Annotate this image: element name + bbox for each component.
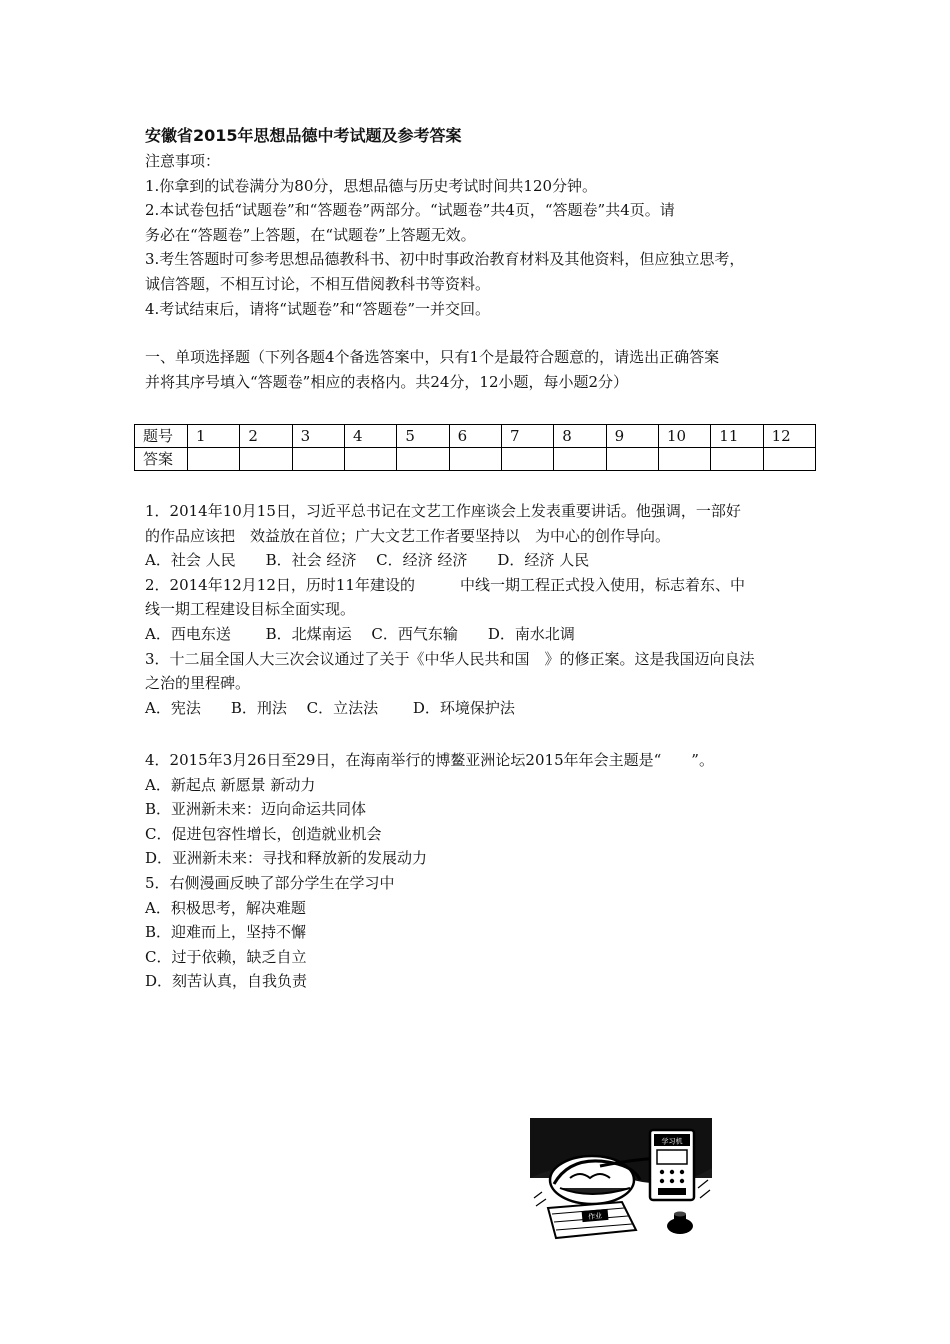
answer-cell xyxy=(397,448,449,471)
device-label: 学习机 xyxy=(661,1137,683,1146)
notice-line: 3.考生答题时可参考思想品德教科书、初中时事政治教育材料及其他资料，但应独立思考， xyxy=(145,250,745,269)
book-label: 作业 xyxy=(587,1211,603,1222)
answer-cell xyxy=(449,448,501,471)
answer-cell xyxy=(240,448,292,471)
table-row xyxy=(135,425,816,448)
option-line: B．迎难而上，坚持不懈 xyxy=(145,923,307,942)
answer-cell xyxy=(658,448,710,471)
notice-heading: 注意事项： xyxy=(145,152,221,170)
page-title: 安徽省2015年思想品德中考试题及参考答案 xyxy=(145,126,462,145)
answer-cell xyxy=(554,448,606,471)
section-instruction: 一、单项选择题（下列各题4个备选答案中，只有1个是最符合题意的，请选出正确答案 xyxy=(145,348,720,367)
question-number-cell: 2 xyxy=(240,425,292,448)
question-number-cell: 9 xyxy=(606,425,658,448)
question-line: 之治的里程碑。 xyxy=(145,674,251,693)
answer-cell xyxy=(188,448,240,471)
question-line: 3．十二届全国人大三次会议通过了关于《中华人民共和国 》的修正案。这是我国迈向良法 xyxy=(145,649,755,668)
question-number-cell: 1 xyxy=(188,425,240,448)
notice-line: 1.你拿到的试卷满分为80分，思想品德与历史考试时间共120分钟。 xyxy=(145,176,598,195)
question-number-cell: 6 xyxy=(449,425,501,448)
option-line: D．刻苦认真，自我负责 xyxy=(145,972,308,991)
question-line: 1．2014年10月15日，习近平总书记在文艺工作座谈会上发表重要讲话。他强调，一部好 xyxy=(145,502,741,520)
option-line: C．促进包容性增长，创造就业机会 xyxy=(145,824,382,843)
question-number-cell: 10 xyxy=(658,425,710,448)
option-line: A．新起点 新愿景 新动力 xyxy=(145,775,316,794)
question-number-cell: 7 xyxy=(501,425,553,448)
questions-1-3 xyxy=(145,499,815,720)
option-line: A．宪法 B．刑法 C．立法法 D．环境保护法 xyxy=(145,698,515,717)
question-number-cell: 12 xyxy=(763,425,815,448)
answer-cell xyxy=(501,448,553,471)
questions-4-5 xyxy=(145,748,815,994)
student-cartoon-image xyxy=(530,1118,712,1250)
question-number-cell: 4 xyxy=(344,425,396,448)
option-line: C．过于依赖，缺乏自立 xyxy=(145,947,307,966)
question-number-cell: 8 xyxy=(554,425,606,448)
notice-line: 2.本试卷包括“试题卷”和“答题卷”两部分。“试题卷”共4页，“答题卷”共4页。请 xyxy=(145,201,675,220)
question-number-cell: 5 xyxy=(397,425,449,448)
option-line: A．社会 人民 B．社会 经济 C．经济 经济 D．经济 人民 xyxy=(145,551,590,570)
question-line: 线一期工程建设目标全面实现。 xyxy=(145,600,356,619)
answer-cell xyxy=(344,448,396,471)
row-label-number: 题号 xyxy=(135,425,188,448)
option-line: A．积极思考，解决难题 xyxy=(145,898,306,917)
option-line: D．亚洲新未来：寻找和释放新的发展动力 xyxy=(145,849,428,868)
option-line: B．亚洲新未来：迈向命运共同体 xyxy=(145,800,367,819)
header-block xyxy=(145,123,815,394)
question-line: 2．2014年12月12日，历时11年建设的 中线一期工程正式投入使用，标志着东、中 xyxy=(145,575,745,594)
answer-cell xyxy=(763,448,815,471)
question-line: 的作品应该把 效益放在首位；广大文艺工作者要坚持以 为中心的创作导向。 xyxy=(145,526,671,545)
answer-table xyxy=(134,424,816,471)
notice-line: 4.考试结束后，请将“试题卷”和“答题卷”一并交回。 xyxy=(145,299,490,318)
section-instruction: 并将其序号填入“答题卷”相应的表格内。共24分，12小题，每小题2分） xyxy=(145,372,629,391)
question-line: 4．2015年3月26日至29日，在海南举行的博鳌亚洲论坛2015年年会主题是“ ”。 xyxy=(145,751,714,769)
question-line: 5．右侧漫画反映了部分学生在学习中 xyxy=(145,873,395,892)
option-line: A．西电东送 B．北煤南运 C．西气东输 D．南水北调 xyxy=(145,624,575,643)
notice-line: 诚信答题，不相互讨论，不相互借阅教科书等资料。 xyxy=(145,274,491,293)
notice-line: 务必在“答题卷”上答题，在“试题卷”上答题无效。 xyxy=(145,225,476,244)
answer-cell xyxy=(606,448,658,471)
answer-cell xyxy=(711,448,763,471)
question-number-cell: 11 xyxy=(711,425,763,448)
table-row xyxy=(135,448,816,471)
row-label-answer: 答案 xyxy=(135,448,188,471)
answer-cell xyxy=(292,448,344,471)
question-number-cell: 3 xyxy=(292,425,344,448)
